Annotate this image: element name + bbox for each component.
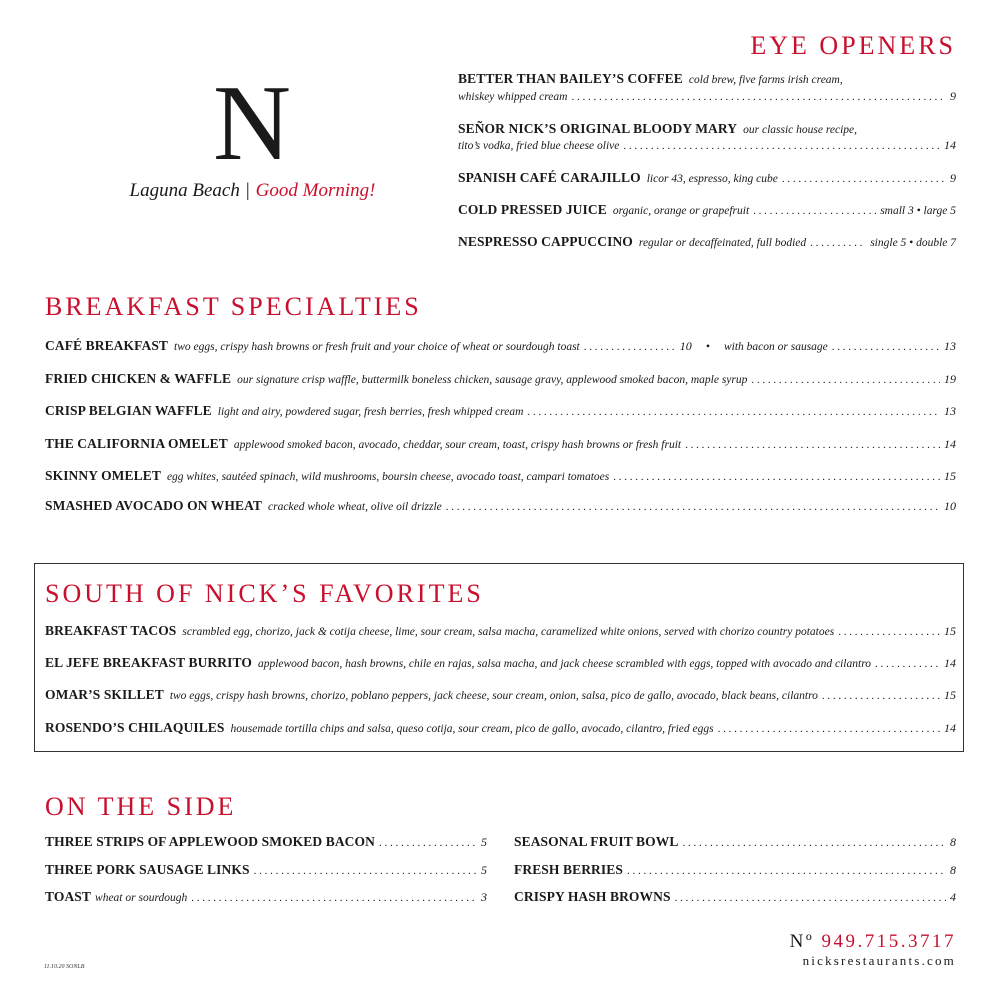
item-price: 13 [944,404,956,418]
item-name: SEÑOR NICK’S ORIGINAL BLOODY MARY [458,121,738,136]
side-item [45,889,487,906]
item-price: 10 [679,339,692,353]
item-extra: with bacon or sausage [723,341,828,353]
item-price: 19 [944,372,956,386]
item-desc: applewood smoked bacon, avocado, cheddar, sour cream, toast, crispy hash browns or fresh fruit [233,439,682,451]
item-name: TOAST [45,889,92,904]
dot-leader [675,890,946,906]
bullet-separator: • [705,339,710,353]
dot-leader [191,890,477,906]
dot-leader [623,138,940,154]
item-price: 14 [944,138,956,152]
item-desc-cont: whiskey whipped cream [458,91,568,103]
dot-leader [782,171,946,187]
eye-openers-title: EYE OPENERS [750,31,956,60]
dot-leader [571,89,946,105]
dot-leader [875,656,940,672]
phone-digits: 949.715.3717 [821,931,956,952]
dot-leader [838,624,940,640]
dot-leader [685,437,940,453]
item-name: EL JEFE BREAKFAST BURRITO [45,655,252,670]
menu-item [45,623,956,640]
tagline-separator: | [245,180,250,201]
menu-item-cont [458,137,956,154]
dot-leader [822,688,940,704]
item-name: SEASONAL FRUIT BOWL [514,834,679,849]
item-desc: two eggs, crispy hash browns, chorizo, poblano peppers, jack cheese, sour cream, onion, salsa, pico de gallo, avocado, black beans, cilantro [169,690,818,702]
dot-leader [627,863,946,879]
item-desc: wheat or sourdough [95,892,188,904]
item-extra-price: 13 [944,339,956,353]
sides-title: ON THE SIDE [45,792,237,821]
item-desc: licor 43, espresso, king cube [646,173,778,185]
menu-item [458,71,956,88]
item-name: SKINNY OMELET [45,468,161,483]
side-item [514,834,956,851]
item-name: CAFÉ BREAKFAST [45,338,169,353]
side-item [45,834,487,851]
menu-item [45,468,956,485]
item-price: 9 [950,89,956,103]
item-desc: egg whites, sautéed spinach, wild mushrooms, boursin cheese, avocado toast, campari tomatoes [166,471,610,483]
item-desc: cold brew, five farms irish cream, [688,74,843,86]
south-title: SOUTH OF NICK’S FAVORITES [45,579,484,608]
menu-item [458,121,956,138]
print-code: 11.10.20 SONLB [44,964,85,970]
item-price: single 5 • double 7 [870,237,956,249]
dot-leader [832,339,940,355]
dot-leader [527,404,940,420]
item-desc: organic, orange or grapefruit [612,205,750,217]
item-desc-cont: tito’s vodka, fried blue cheese olive [458,140,620,152]
item-name: FRESH BERRIES [514,862,623,877]
item-price: 9 [950,171,956,185]
item-desc: light and airy, powdered sugar, fresh berries, fresh whipped cream [217,406,524,418]
item-price: 8 [950,863,956,877]
menu-item [458,170,956,187]
item-name: THE CALIFORNIA OMELET [45,436,228,451]
logo-letter: N [213,64,291,183]
item-price: 5 [481,835,487,849]
menu-item [45,687,956,704]
item-name: BREAKFAST TACOS [45,623,177,638]
menu-item [45,338,956,355]
dot-leader [254,863,477,879]
menu-item [45,720,956,737]
item-price: 14 [944,656,956,670]
menu-item [45,403,956,420]
item-price: 3 [481,890,487,904]
item-price: 8 [950,835,956,849]
item-desc: housemade tortilla chips and salsa, queso cotija, sour cream, pico de gallo, avocado, cilantro, fried eggs [230,723,714,735]
item-price: 14 [944,721,956,735]
item-name: THREE PORK SAUSAGE LINKS [45,862,250,877]
item-name: COLD PRESSED JUICE [458,202,607,217]
item-price: 15 [944,624,956,638]
item-desc: two eggs, crispy hash browns or fresh fruit and your choice of wheat or sourdough toast [174,341,580,353]
item-name: ROSENDO’S CHILAQUILES [45,720,225,735]
item-price: 15 [944,688,956,702]
item-name: FRIED CHICKEN & WAFFLE [45,371,232,386]
menu-item [45,498,956,515]
logo-tagline [100,180,405,202]
location-text: Laguna Beach [129,180,240,201]
dot-leader [810,235,866,251]
website-link[interactable]: nicksrestaurants.com [802,953,956,968]
side-item [514,862,956,879]
item-price: 4 [950,890,956,904]
menu-item [45,655,956,672]
item-name: THREE STRIPS OF APPLEWOOD SMOKED BACON [45,834,375,849]
item-price: 15 [944,469,956,483]
item-price: 10 [944,499,956,513]
side-item [514,889,956,906]
dot-leader [751,372,940,388]
dot-leader [682,835,946,851]
item-name: BETTER THAN BAILEY’S COFFEE [458,71,683,86]
dot-leader [753,203,876,219]
item-name: CRISPY HASH BROWNS [514,889,671,904]
side-item [45,862,487,879]
item-desc: our signature crisp waffle, buttermilk boneless chicken, sausage gravy, applewood smoked bacon, maple syrup [237,374,748,386]
dot-leader [718,721,940,737]
menu-item [458,202,956,219]
phone-prefix: Nº [789,931,815,952]
greeting-text: Good Morning! [255,180,376,201]
menu-item [45,436,956,453]
item-price: 14 [944,437,956,451]
item-desc: cracked whole wheat, olive oil drizzle [268,501,442,513]
item-name: OMAR’S SKILLET [45,687,164,702]
item-desc: our classic house recipe, [743,124,858,136]
item-desc: regular or decaffeinated, full bodied [638,237,807,249]
dot-leader [446,499,940,515]
item-desc: scrambled egg, chorizo, jack & cotija cheese, lime, sour cream, salsa macha, caramelized white onions, served with chorizo country potatoes [182,626,835,638]
menu-item-cont [458,88,956,105]
phone-number [790,931,956,953]
dot-leader [584,339,676,355]
item-name: SMASHED AVOCADO ON WHEAT [45,498,263,513]
item-name: SPANISH CAFÉ CARAJILLO [458,170,641,185]
dot-leader [379,835,477,851]
item-price: 5 [481,863,487,877]
item-name: CRISP BELGIAN WAFFLE [45,403,212,418]
item-price: small 3 • large 5 [880,205,956,217]
item-name: NESPRESSO CAPPUCCINO [458,234,633,249]
dot-leader [613,469,940,485]
breakfast-title: BREAKFAST SPECIALTIES [45,292,422,321]
item-desc: applewood bacon, hash browns, chile en rajas, salsa macha, and jack cheese scrambled with eggs, topped with avocado and cilantro [257,658,871,670]
menu-item [458,234,956,251]
menu-item [45,371,956,388]
